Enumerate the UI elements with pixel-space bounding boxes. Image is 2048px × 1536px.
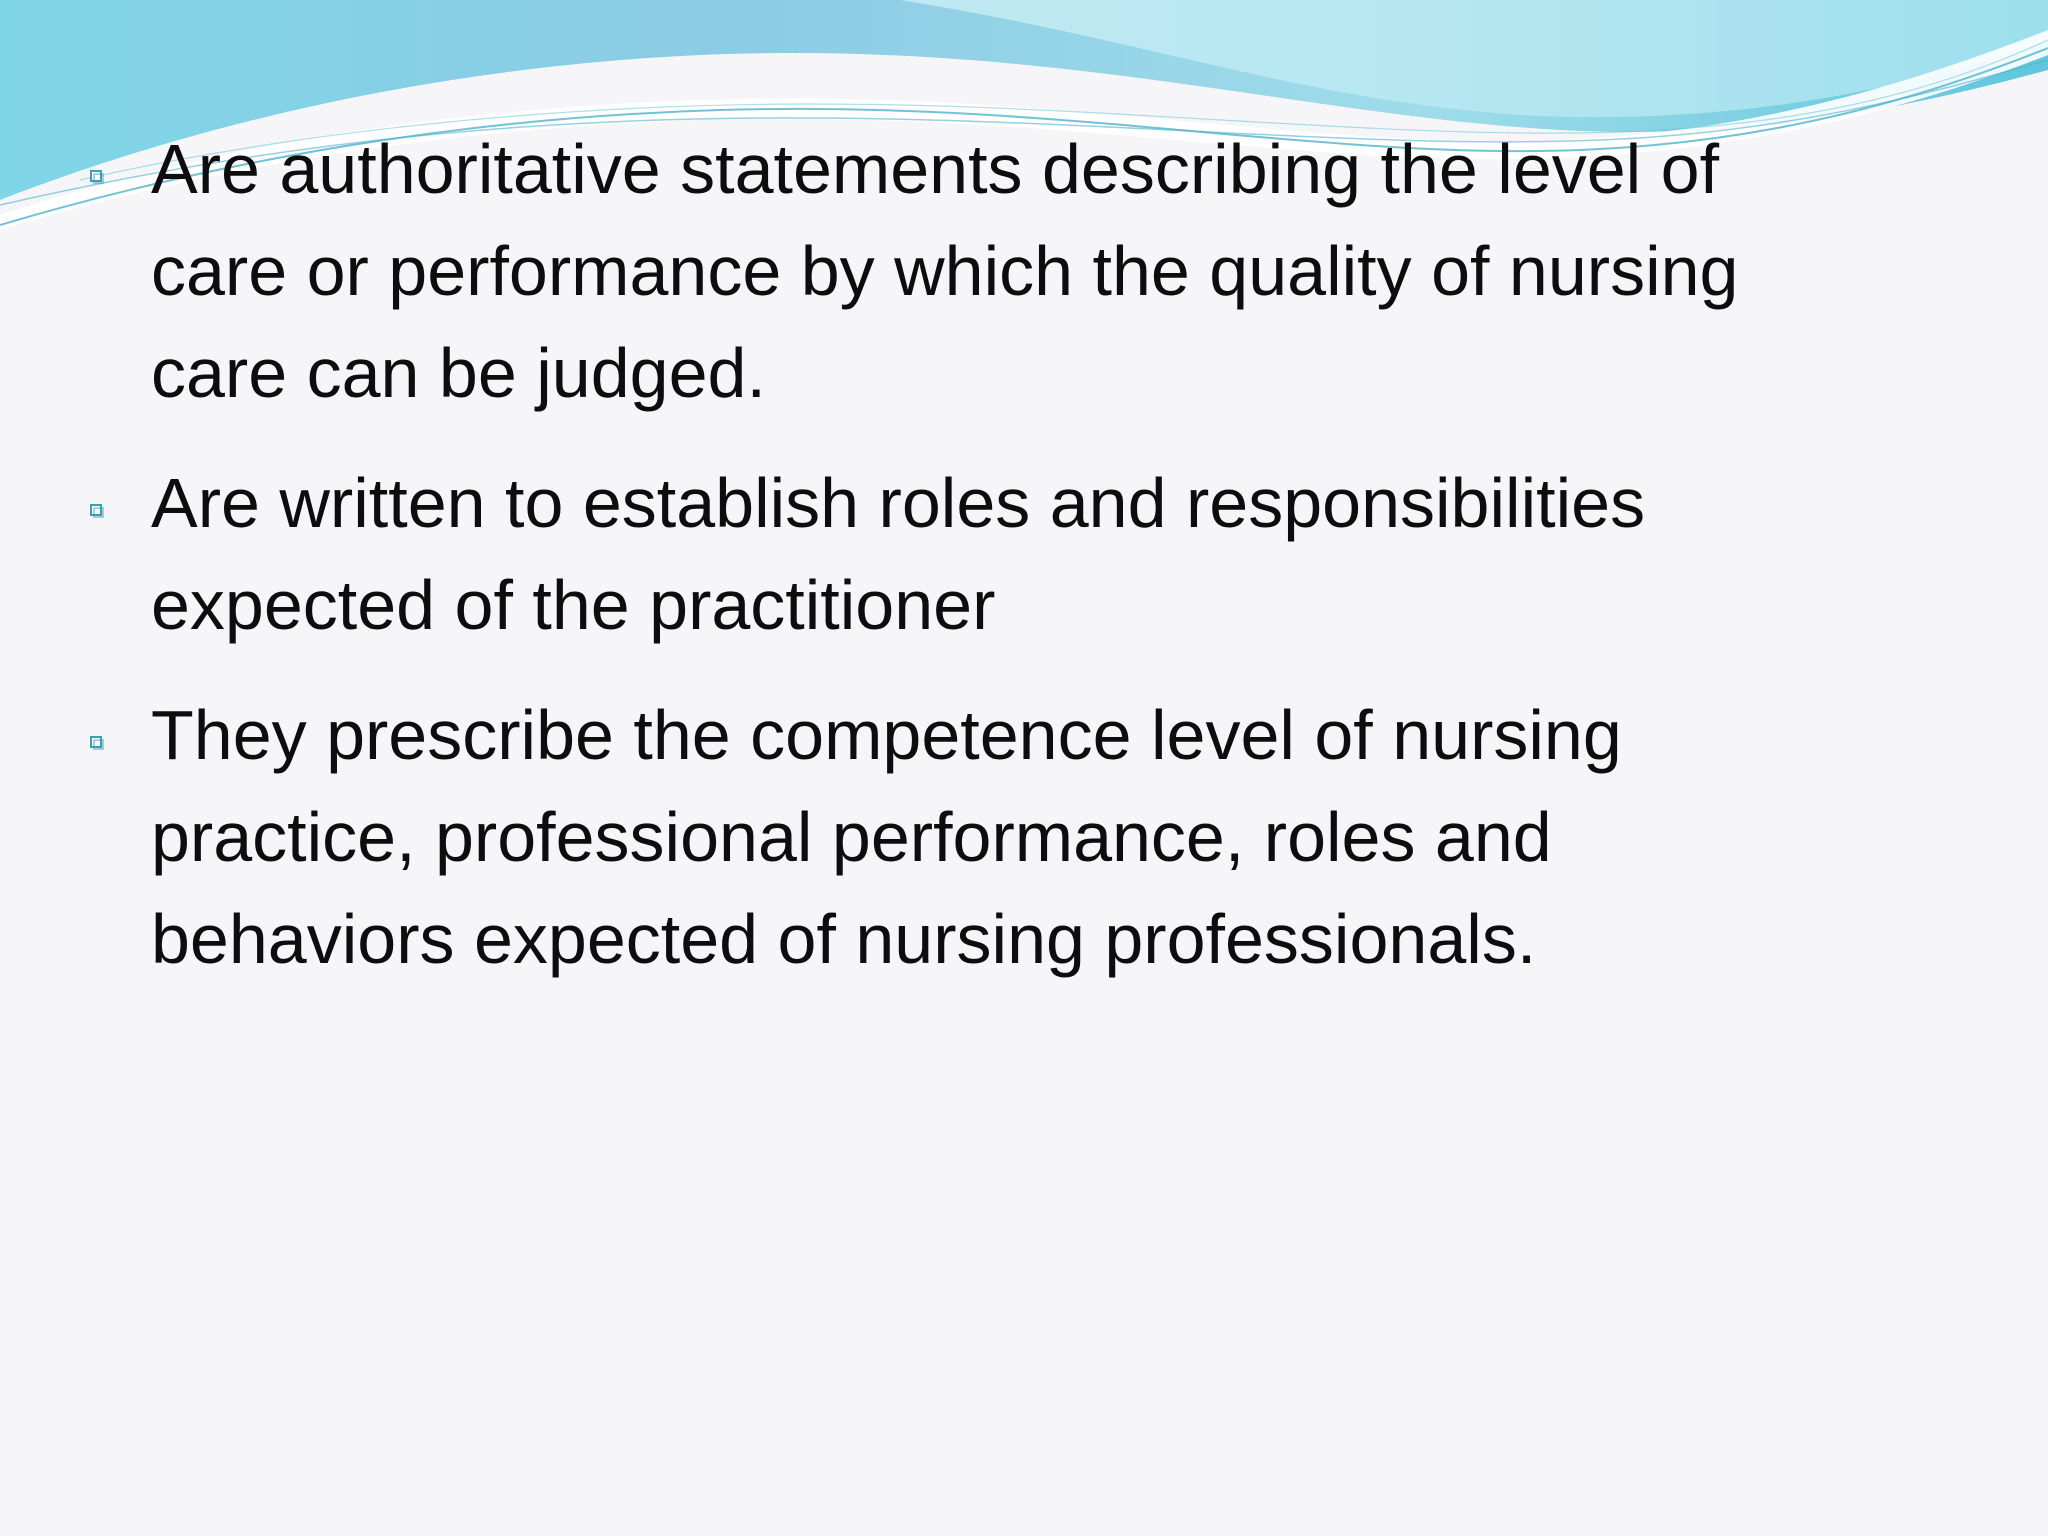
bullet-item: [0, 452, 2048, 656]
bullet-item: [0, 684, 2048, 990]
bullet-text: Are written to establish roles and responsibilities expected of the practitioner: [151, 464, 1646, 644]
bullet-text: They prescribe the competence level of nursing practice, professional performance, roles and behaviors expected of nursing professionals.: [151, 696, 1622, 978]
bullet-item: [0, 118, 2048, 424]
bullet-text: Are authoritative statements describing the level of care or performance by which the quality of nursing care can be judged.: [151, 130, 1739, 412]
square-bullet-icon: [90, 170, 104, 184]
bullet-list: [0, 118, 2048, 1018]
square-bullet-icon: [90, 736, 104, 750]
square-bullet-icon: [90, 504, 104, 518]
